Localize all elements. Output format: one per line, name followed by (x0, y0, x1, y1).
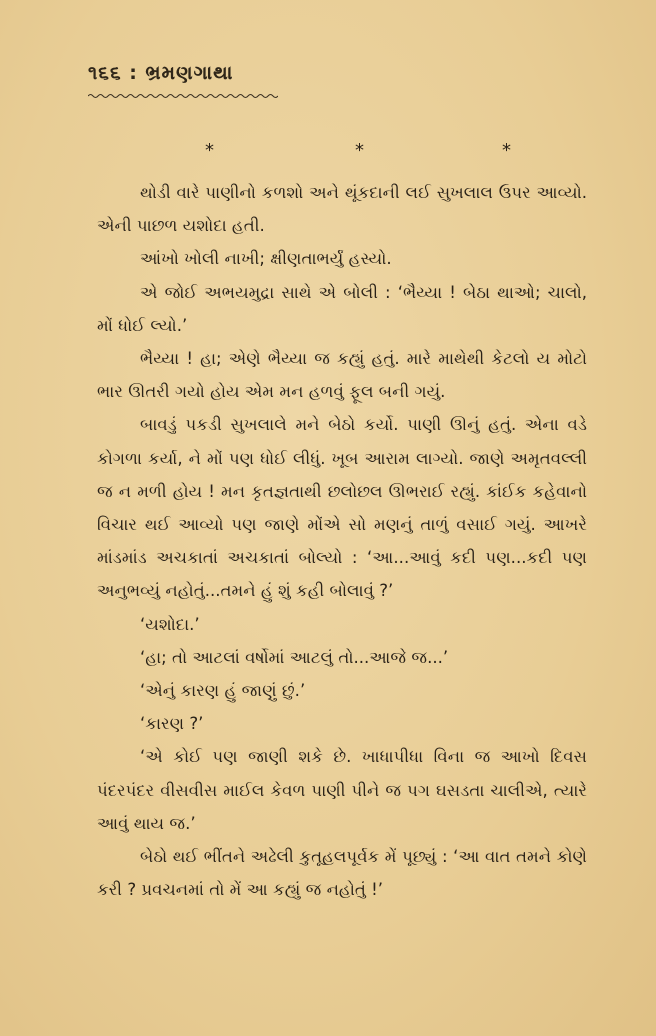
separator-star: * (355, 140, 364, 161)
separator-star: * (502, 140, 511, 161)
paragraph: આંખો ખોલી નાખી; ક્ષીણતાભર્યું હસ્યો. (140, 249, 392, 269)
paragraph: ભૈય્યા ! હા; એણે ભૈય્યા જ કહ્યું હતું. મારે માથેથી કેટલો ય મોટો ભાર ઊતરી ગયો હોય એમ મન હળવું ફૂલ બની ગયું. (97, 349, 587, 402)
paragraph: ‘એ કોઈ પણ જાણી શકે છે. ખાધાપીધા વિના જ આખો દિવસ પંદરપંદર વીસવીસ માઈલ કેવળ પાણી પીને જ પગ ઘસડતા ચાલીએ, ત્યારે આવું થાય જ.’ (97, 747, 587, 833)
paragraph: એ જોઈ અભયમુદ્રા સાથે એ બોલી : ‘ભૈય્યા ! બેઠા થાઓ; ચાલો, મોં ધોઈ લ્યો.’ (97, 282, 587, 335)
paragraph: બાવડું પકડી સુખલાલે મને બેઠો કર્યો. પાણી ઊનું હતું. એના વડે કોગળા કર્યા, ને મોં પણ ધોઈ લીધું. ખૂબ આરામ લાગ્યો. જાણે અમૃતવલ્લી જ ન મળી હોય ! મન કૃતજ્ઞતાથી છલોછલ ઊભરાઈ રહ્યું. કાંઈક કહેવાનો વિચાર થઈ આવ્યો પણ જાણે મોંએ સો મણનું તાળું વસાઈ ગયું. આખરે માંડમાંડ અચકાતાં અચકાતાં બોલ્યો : ‘આ...આવું કદી પણ...કદી પણ અનુભવ્યું નહોતું...તમને હું શું કહી બોલાવું ?’ (97, 415, 587, 601)
section-separator (0, 140, 656, 160)
paragraph: બેઠો થઈ ભીંતને અઢેલી કુતૂહલપૂર્વક મેં પૂછ્યું : ‘આ વાત તમને કોણે કરી ? પ્રવચનમાં તો મેં આ કહ્યું જ નહોતું !’ (97, 847, 587, 900)
header-wavy-underline (88, 93, 278, 99)
dialogue-line: ‘એનું કારણ હું જાણું છું.’ (140, 681, 306, 701)
dialogue-line: ‘હા; તો આટલાં વર્ષોમાં આટલું તો...આજે જ...’ (140, 647, 449, 667)
running-header: ૧૬૬ : ભ્રમણગાથા (88, 62, 234, 84)
paragraph: થોડી વારે પાણીનો કળશો અને થૂંકદાની લઈ સુખલાલ ઉપર આવ્યો. એની પાછળ યશોદા હતી. (97, 183, 587, 236)
dialogue-line: ‘યશોદા.’ (140, 614, 200, 634)
dialogue-line: ‘કારણ ?’ (140, 714, 204, 734)
separator-star: * (205, 140, 214, 161)
body-text (97, 176, 587, 906)
